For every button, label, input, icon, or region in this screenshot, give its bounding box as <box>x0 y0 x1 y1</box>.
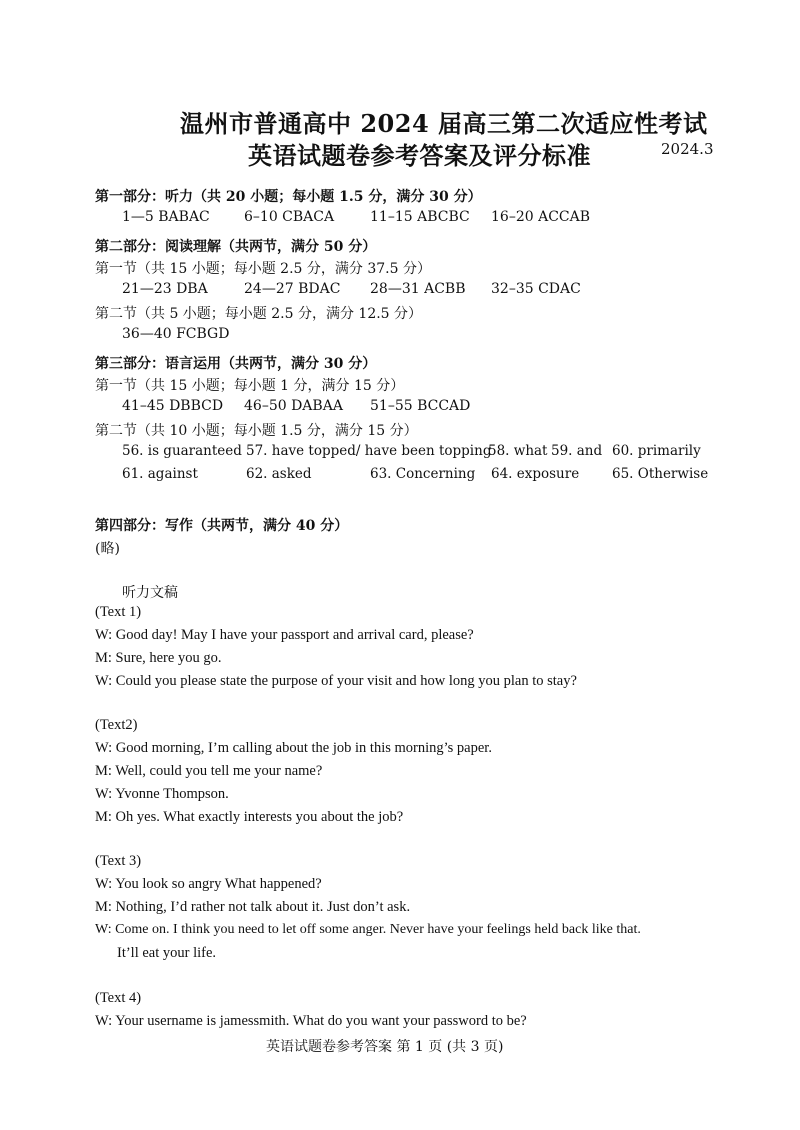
dialogue-line: M: Sure, here you go. <box>95 650 222 666</box>
answer-item: 59. and <box>551 443 603 459</box>
dialogue-line: W: Could you please state the purpose of your visit and how long you plan to stay? <box>95 673 577 689</box>
page-title: 温州市普通高中 2024 届高三第二次适应性考试 <box>180 109 708 138</box>
answer-group: 24—27 BDAC <box>244 281 341 297</box>
text-label: (Text 4) <box>95 990 142 1006</box>
answer-group: 16–20 ACCAB <box>491 209 591 225</box>
part3-heading: 第三部分：语言运用（共两节，满分 30 分） <box>95 356 377 372</box>
part2-section1-heading: 第一节（共 15 小题；每小题 2.5 分，满分 37.5 分） <box>95 261 431 277</box>
page-subtitle: 英语试题卷参考答案及评分标准 <box>248 141 591 170</box>
answer-group: 1—5 BABAC <box>122 209 210 225</box>
answer-item: 56. is guaranteed <box>122 443 242 459</box>
part1-heading: 第一部分：听力（共 20 小题；每小题 1.5 分，满分 30 分） <box>95 189 482 205</box>
dialogue-line: W: Yvonne Thompson. <box>95 786 229 802</box>
answer-group: 46–50 DABAA <box>244 398 343 414</box>
answer-item: 65. Otherwise <box>612 466 709 482</box>
answer-group: 36—40 FCBGD <box>122 326 230 342</box>
answer-item: 61. against <box>122 466 198 482</box>
part2-heading: 第二部分：阅读理解（共两节，满分 50 分） <box>95 239 377 255</box>
answer-group: 41–45 DBBCD <box>122 398 224 414</box>
answer-group: 6–10 CBACA <box>244 209 335 225</box>
answer-item: 58. what <box>488 443 548 459</box>
part4-note: (略) <box>95 541 120 557</box>
dialogue-line: M: Nothing, I’d rather not talk about it. Just don’t ask. <box>95 899 411 915</box>
part4-heading: 第四部分：写作（共两节，满分 40 分） <box>95 518 349 534</box>
exam-date: 2024.3 <box>661 140 714 158</box>
transcript-heading: 听力文稿 <box>122 585 178 601</box>
answer-item: 62. asked <box>246 466 312 482</box>
part3-section2-heading: 第二节（共 10 小题；每小题 1.5 分，满分 15 分） <box>95 423 418 439</box>
text-label: (Text 3) <box>95 853 142 869</box>
dialogue-line: M: Well, could you tell me your name? <box>95 763 323 779</box>
answer-item: 57. have topped/ have been topping <box>246 443 492 459</box>
answer-group: 32–35 CDAC <box>491 281 581 297</box>
part2-section2-heading: 第二节（共 5 小题；每小题 2.5 分，满分 12.5 分） <box>95 306 423 322</box>
text-label: (Text 1) <box>95 604 142 620</box>
part3-section1-heading: 第一节（共 15 小题；每小题 1 分，满分 15 分） <box>95 378 405 394</box>
answer-item: 64. exposure <box>491 466 580 482</box>
dialogue-line: W: Good morning, I’m calling about the job in this morning’s paper. <box>95 740 492 756</box>
answer-item: 63. Concerning <box>370 466 476 482</box>
dialogue-line: W: Your username is jamessmith. What do you want your password to be? <box>95 1013 527 1029</box>
dialogue-line: It’ll eat your life. <box>117 945 217 961</box>
dialogue-line: W: You look so angry What happened? <box>95 876 322 892</box>
page-footer: 英语试题卷参考答案 第 1 页 (共 3 页) <box>266 1039 504 1055</box>
dialogue-line: M: Oh yes. What exactly interests you about the job? <box>95 809 404 825</box>
dialogue-line: W: Good day! May I have your passport and arrival card, please? <box>95 627 474 643</box>
answer-group: 21—23 DBA <box>122 281 208 297</box>
dialogue-line: W: Come on. I think you need to let off some anger. Never have your feelings held back like that. <box>95 922 641 937</box>
answer-group: 28—31 ACBB <box>370 281 466 297</box>
answer-group: 11–15 ABCBC <box>370 209 470 225</box>
text-label: (Text2) <box>95 717 138 733</box>
answer-group: 51–55 BCCAD <box>370 398 471 414</box>
answer-item: 60. primarily <box>612 443 701 459</box>
